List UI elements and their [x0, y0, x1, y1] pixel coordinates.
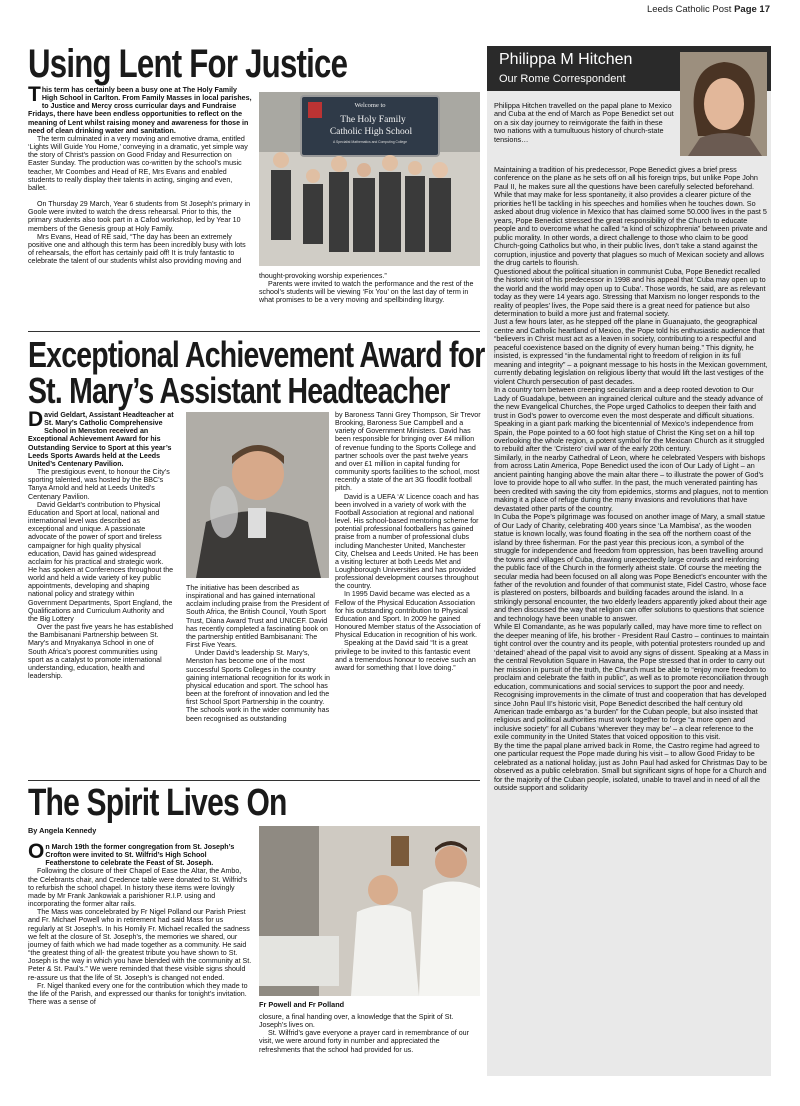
article2-headline-line2: St. Mary’s Assistant Headteacher [28, 370, 450, 411]
article1-lead: This term has certainly been a busy one at The Holy Family High School in Carlton. From Family Masses in local parishes, to Justice and Mercy cross curricular days and Fundraise Fridays, there have been endless opportunities to reflect on the meaning of Lent whilst raising money and awareness for those in need of clean drinking water and sanitation. [28, 86, 252, 135]
article2-col3 [335, 411, 481, 777]
paragraph: David Geldart’s contribution to Physical Education and Sport at local, national and international level was described as exceptional and unique. A passionate advocate of the power of sport and tireless campaigner for high quality physical education, David has gained widespread acclaim for his practical and strategic work. He has spoken at Conferences throughout the world and held a wide variety of key public appointments, developing and shaping national policy and strategy within Government Departments, Sport England, the Qualifications and Curriculum Authority and the Big Lottery [28, 500, 174, 623]
paragraph: Questioned about the political situation in communist Cuba, Pope Benedict recalled the historic visit of his predecessor in 1998 and his appeal that ‘Cuba may open up to the world and the world may open up to Cuba’. Those words, he said, are as relevant today as they were 14 years ago. Stressing that Marxism no longer responds to the reality of peoples’ lives, the Pope said there is a great need for patience but also determination to build a more just and fraternal society. [494, 266, 766, 318]
paragraph: Speaking at the David said “It is a great privilege to be invited to this fantastic event and a tremendous honour to receive such an award for something that I love doing.” [335, 639, 476, 672]
paragraph: The term culminated in a very moving and emotive drama, entitled ‘Lights Will Guide You Home,’ conveying in a dramatic, yet simple way the story of Christ’s passion on Good Friday and Resurrection on Easter Sunday. The production was co-written by the school’s music teacher, Mr Coombes and Head of RE, Mrs Evans and enabled students to really display their talents in acting, singing and even, ballet. [28, 134, 248, 192]
page-header [647, 4, 770, 15]
photo-caption: Fr Powell and Fr Polland [259, 1000, 345, 1009]
correspondent-name: Philippa M Hitchen [499, 51, 633, 68]
paragraph: Parents were invited to watch the performance and the rest of the school’s students will be viewing ‘Fix You’ on the last day of term in what promises to be a very moving and spellbinding liturgy. [259, 280, 474, 305]
correspondent-photo [680, 52, 767, 156]
paragraph: Just a few hours later, as he stepped off the plane in Guanajuato, the geographical centre and Catholic heartland of Mexico, the Pope told his enthusiastic audience that “believers in Christ must act as a leaven in society, contributing to a respectful and peaceful coexistence based on the dignity of every human being.” This dignity, he insisted, is expressed “in the fundamental right to freedom of religion in its full meaning and integrity” – a poignant message to his hosts in the Mexican government, currently debating legislation on religious liberty that would lift the last vestiges of the violent Church persecution of past decades. [494, 317, 768, 386]
paragraph: Following the closure of their Chapel of Ease the Altar, the Ambo, the Celebrants chair, and Credence table were donated to St. Wilfrid’s to refurbish the school chapel. In history these items were lovingly made by Mr Frank Jankowiak a parishioner R.I.P. using and incorporating the former altar rails. [28, 867, 248, 909]
article3-lead: On March 19th the former congregation from St. Joseph’s Crofton were invited to St. Wilfrid’s High School Featherstone to celebrate the Feast of St. Joseph. [28, 843, 235, 868]
sign-line3: Catholic High School [329, 127, 413, 137]
correspondent-role: Our Rome Correspondent [499, 73, 626, 85]
paragraph: Similarly, in the nearby Cathedral of Leon, where he celebrated Vespers with bishops from across Latin America, Pope Benedict used the icon of Our Lady of Light – an ancient painting hanging above the main altar there – to illustrate the power of God’s love to provide hope to all who suffer. In the past, the much venerated painting has been credited with saving the city from epidemics, storms and plagues, not to mention making it a place of refuge during the many invasions and revolutions that have devastated other parts of the country. [494, 452, 769, 513]
sidebar-intro [494, 102, 676, 158]
article3-col2 [259, 1013, 481, 1073]
paragraph: The prestigious event, to honour the City’s sporting talented, was hosted by the BBC’s Tanya Arnold and held at Leeds United’s Centenary Pavilion. [28, 468, 170, 501]
paragraph: Maintaining a tradition of his predecessor, Pope Benedict gives a brief press conference on the plane as he sets off on all his foreign trips, but unlike Pope John Paul II, he makes sure all the questions have been carefully selected beforehand. While that may make for less spontaneity, it also provides a clearer picture of the priorities he’ll be tackling in his speeches and homilies when he touches down. So asked about drug violence in Mexico that has claimed some 50.000 lives in the past 5 years, Pope Benedict stressed the great responsibility of the Church to educate people and to overcome what he called “a kind of schizophrenia” between private and public morality. In other words, a direct challenge to those who claim to be good Church-going Catholics but who, in their public lives, don’t take a stand against the corruption, injustice and poverty that plagues so much of Mexican society and allows the drug cartels to flourish. [494, 166, 768, 268]
paragraph: In a country torn between creeping secularism and a deep rooted devotion to Our Lady of Guadalupe, between an ingrained clerical culture and the steady advance of the new Evangelical Churches, the Pope urged Catholics to deepen their faith and trust in God’s power to overcome even the most desperate and difficult situations. Speaking in a giant park marking the bicentennial of Mexico’s independence from Spain, the Pope pointed to a 60 foot high statue of Christ the King set on a hill top overlooking the whole region, a potent symbol for the Mexican Church as it struggled to rebuild after the ‘Cristero’ civil war of the early 20th century. [494, 385, 765, 454]
paragraph: David is a UEFA ‘A’ Licence coach and has been involved in a variety of work with the Football Association at regional and national level. His school-based mentoring scheme for potential professional footballers has gained praise from a number of professional clubs including Manchester United, Manchester City, Chelsea and Leeds United. He has been a visiting lecturer at both Leeds Met and Loughborough Universities and has provided professional development courses throughout the country. [335, 492, 479, 591]
paragraph: Over the past five years he has established the Bambisanani Partnership between St. Mary’s and Mnyakanya School in one of South Africa’s poorest communities using sport as a catalyst to promote international understanding, education, health and leadership. [28, 623, 174, 680]
publication-name: Leeds Catholic Post [646, 4, 732, 15]
byline: By Angela Kennedy [28, 826, 97, 835]
sign-line2: The Holy Family [340, 115, 406, 125]
divider [28, 331, 480, 332]
divider [28, 780, 480, 781]
article2-headline-line1: Exceptional Achievement Award for [28, 334, 485, 375]
priests-art [259, 826, 480, 996]
article3-col1 [28, 843, 252, 1079]
paragraph: St. Wilfrid’s gave everyone a prayer card in remembrance of our visit, we were around forty in number and appreciated the refreshments that the school had provided for us. [259, 1029, 469, 1054]
dropcap: O [28, 843, 45, 863]
sign-line1: Welcome to [354, 102, 386, 109]
paragraph: Recognising improvements in the climate of trust and cooperation that has developed since John Paul II’s historic visit, Pope Benedict described the half century old American trade embargo as “a burden” for the Cuban people, but also insisted that religious and political authorities must work together to forge “a more open and inclusive society” for all Cubans ‘wherever they may be’ – a clear reference to the exile community in the United States that voiced opposition to this visit. [494, 690, 767, 742]
article2-col1 [28, 411, 174, 777]
school-students-photo [259, 92, 480, 266]
paragraph: thought-provoking worship experiences.” [259, 272, 387, 280]
paragraph: The initiative has been described as inspirational and has gained international acclaim including praise from the President of South Africa, the British Council, Youth Sport Trust, Diana Award Trust and UNICEF. David has recently completed a fascinating book on the partnership entitled Bambisanani: The First Five Years. [186, 584, 330, 650]
paragraph: In Cuba the Pope’s pilgrimage was focused on another image of Mary, a small statue of Our Lady of Charity, celebrating 400 years since ‘La Mambisa’, as the wooden statue is known locally, was found floating in the sea off the northern coast of the island by three fisherman. For the past year this precious icon, a symbol of the struggle for independence and freedom from oppression, has been travelling around the towns and villages of Cuba, drawing unexpectedly large crowds and reinforcing the public face of the Church in the formerly atheist state. Of course the meeting the secular media had been focused on all along was Pope Benedict’s encounter with the father of the revolution and founder of that communist state, Fidel Castro, whose face is plastered on posters, billboards and building facades around the island. In a strikingly personal encounter, the two elderly leaders apparently joked about their age and then discussed the way that religion can offer solutions to questions that science and technology have been unable to answer. [494, 512, 768, 623]
paragraph: In 1995 David became was elected as a Fellow of the Physical Education Association for his outstanding contribution to Physical Education and Sport. In 2009 he gained Honoured Member status of the Association of Physical Education in recognition of his work. [335, 590, 481, 640]
intro-text: Philippa Hitchen travelled on the papal plane to Mexico and Cuba at the end of March as Pope Benedict set out on a six day journey to reinvigorate the faith in these two nations with a tumultuous history of church-state tensions… [494, 102, 674, 144]
article3-headline: The Spirit Lives On [28, 782, 287, 824]
david-geldart-photo [186, 412, 329, 578]
paragraph: By the time the papal plane arrived back in Rome, the Castro regime had agreed to one particular request the Pope made during his visit – to allow Good Friday to be celebrated as a national holiday, just as John Paul had asked for Christmas Day to be observed as a public celebration. Small but significant signs of hope for a Church and for the majority of the Cuban people, isolated, unable to travel and in need of all the outside support and solidarity [494, 740, 768, 793]
paragraph: While El Comandante, as he was popularly called, may have more time to reflect on the deeper meaning of life, his brother - President Raul Castro – continues to maintain tight control over the country and its people, with potential protesters rounded up and ‘detained’ ahead of the papal visit to avoid any signs of dissent. Speaking at a Mass in the central Revolution Square in Havana, the Pope stressed that in order to carry out her mission in pursuit of the truth, the Church must be able to “enjoy more freedom to proclaim and celebrate the faith in public”, as well as to promote reconciliation through education, communications and social services to support the poor and needy. [494, 622, 769, 691]
paragraph: Mrs Evans, Head of RE said, “The day has been an extremely positive one and although this term has been incredibly busy with lots of rehearsals, the effort has certainly paid off! It is truly fantastic to celebrate the talent of our students whilst also providing moving and [28, 232, 246, 266]
school-photo-art [259, 92, 480, 266]
paragraph: closure, a final handing over, a knowledge that the Spirit of St. Joseph’s lives on. [259, 1013, 454, 1030]
paragraph: Under David’s leadership St. Mary’s, Menston has become one of the most successful Sports Colleges in the country gaining international recognition for its work in physical education and sport. The school has been at the forefront of innovation and led the first School Sport Partnership in the country. The schools work in the wider community has been recognised as outstanding [186, 649, 330, 723]
article1-headline: Using Lent For Justice [28, 42, 348, 86]
dropcap: D [28, 411, 44, 431]
paragraph: On Thursday 29 March, Year 6 students from St Joseph’s primary in Goole were invited to watch the dress rehearsal. Prior to this, the primary students also took part in a Cafod workshop, led by Year 10 members of the Genesis group at Holy Family. [28, 200, 251, 233]
article2-lead: David Geldart, Assistant Headteacher at St. Mary’s Catholic Comprehensive School in Menston received an Exceptional Achievement Award for his Outstanding Service to Sport at this year’s Leeds Sports Awards held at the Leeds United’s Centenary Pavilion. [28, 411, 174, 468]
page-number: Page 17 [734, 4, 770, 15]
article1-col2 [259, 272, 481, 328]
dropcap: T [28, 86, 41, 106]
sign-line4: A Specialist Mathematics and Computing College [332, 140, 408, 144]
correspondent-art [680, 52, 767, 156]
portrait-art [186, 412, 329, 578]
priests-photo [259, 826, 480, 996]
paragraph: by Baroness Tanni Grey Thompson, Sir Trevor Brooking, Baroness Sue Campbell and a variety of Government Ministers. David has been responsible for bringing over £4 million of revenue funding to the Sports College and partner schools over the past twelve years and over £1 million in capital funding for community sports facilities to the school, most recently a state of the art 3G floodlit football pitch. [335, 411, 481, 493]
paragraph: The Mass was concelebrated by Fr Nigel Polland our Parish Priest and Fr. Michael Powell who in retirement had said Mass for us regularly at St Joseph’s. In his Homily Fr. Michael recalled the sadness we felt at the closure of St. Joseph’s, the memories we shared, our journey of faith which we had made together as a community. He said “the greatest thing of all- the greatest tribute you have shown to St. Joseph is the way in which you have blended with the community at St. Peter & St. Paul’s.” We were reminded that these visible signs should re-assure us that the life of St. Joseph’s is changed not ended. [28, 908, 252, 982]
sidebar-body [494, 166, 770, 1072]
paragraph: Fr. Nigel thanked every one for the contribution which they made to the life of the Parish, and expressed our thanks for tonight’s invitation. There was a sense of [28, 981, 248, 1006]
article2-col2 [186, 584, 331, 778]
article1-col1 [28, 86, 252, 326]
